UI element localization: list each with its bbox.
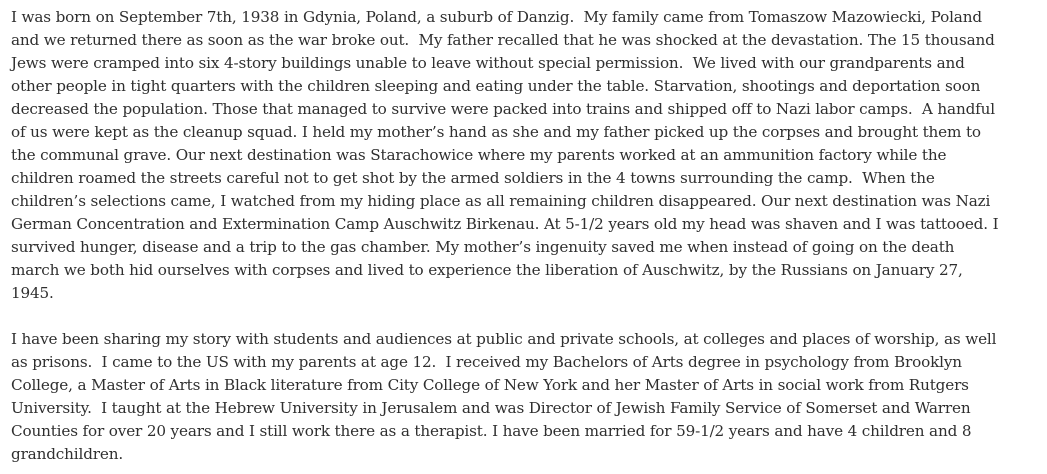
text-line: march we both hid ourselves with corpses and lived to experience the liberation of Auschwitz, by the Russians on January 27, [11,261,963,279]
text-line: University. I taught at the Hebrew University in Jerusalem and was Director of Jewish Family Service of Somerset and Warren [11,399,971,417]
text-line: and we returned there as soon as the war broke out. My father recalled that he was shocked at the devastation. The 15 thousand [11,31,995,49]
text-line: College, a Master of Arts in Black literature from City College of New York and her Master of Arts in social work from Rutgers [11,376,969,394]
text-line: Jews were cramped into six 4-story buildings unable to leave without special permission. We lived with our grandparents and [11,54,965,72]
text-line: grandchildren. [11,445,124,463]
paragraph-biography [11,6,1045,305]
text-line: German Concentration and Extermination Camp Auschwitz Birkenau. At 5-1/2 years old my head was shaven and I was tattooed. I [11,215,999,233]
text-line: 1945. [11,284,54,302]
text-line: survived hunger, disease and a trip to the gas chamber. My mother’s ingenuity saved me when instead of going on the death [11,238,955,256]
text-line: the communal grave. Our next destination was Starachowice where my parents worked at an ammunition factory while the [11,146,947,164]
document-body [11,6,1045,466]
text-line: as prisons. I came to the US with my parents at age 12. I received my Bachelors of Arts degree in psychology from Brooklyn [11,353,962,371]
text-line: I was born on September 7th, 1938 in Gdynia, Poland, a suburb of Danzig. My family came from Tomaszow Mazowiecki, Poland [11,8,982,26]
text-line: I have been sharing my story with students and audiences at public and private schools, at colleges and places of worship, as well [11,330,997,348]
text-line: Counties for over 20 years and I still work there as a therapist. I have been married for 59-1/2 years and have 4 children and 8 [11,422,972,440]
paragraph-outreach-career [11,328,1045,466]
text-line: children roamed the streets careful not to get shot by the armed soldiers in the 4 towns surrounding the camp. When the [11,169,935,187]
text-line: other people in tight quarters with the children sleeping and eating under the table. Starvation, shootings and deportation soon [11,77,981,95]
text-line: children’s selections came, I watched from my hiding place as all remaining children disappeared. Our next destination was Nazi [11,192,991,210]
text-line: decreased the population. Those that managed to survive were packed into trains and shipped off to Nazi labor camps. A handful [11,100,995,118]
text-line: of us were kept as the cleanup squad. I held my mother’s hand as she and my father picked up the corpses and brought them to [11,123,981,141]
